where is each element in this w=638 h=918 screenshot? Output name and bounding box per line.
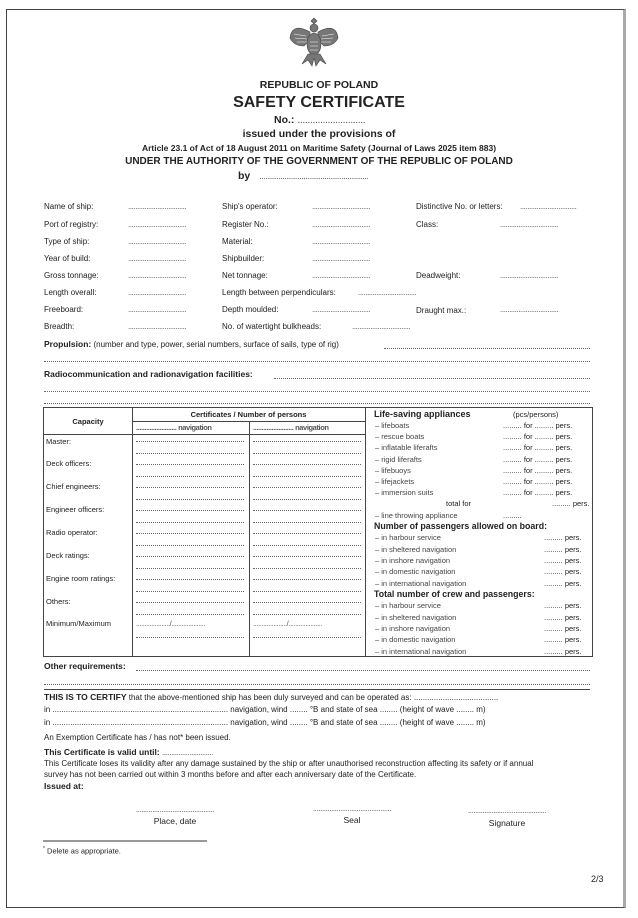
certify-bold: THIS IS TO CERTIFY [44,692,127,702]
minmax-col-2-field[interactable]: ..................../.................... [253,619,323,628]
net-tonnage-field[interactable]: ................................ [312,271,371,280]
footnote-divider [43,840,207,842]
field-label: Type of ship: [44,237,90,246]
freeboard-field[interactable]: ................................ [128,305,187,314]
place-date-block [116,805,234,826]
radio-field-line3[interactable] [44,403,590,404]
total-harbour-field[interactable]: ......... pers. [544,601,582,610]
propulsion-hint: (number and type, power, serial numbers, surface of sails, type of rig) [93,340,339,349]
minmax-col-1-field[interactable]: ..................../.................... [136,619,206,628]
pax-domestic-field[interactable]: ......... pers. [544,567,582,576]
field-label: Material: [222,237,253,246]
pax-international-label: – in international navigation [375,579,467,588]
section-divider [44,689,590,690]
field-label: Freeboard: [44,305,84,314]
bulkheads-field[interactable]: ................................ [352,322,411,331]
row-radio-operator: Radio operator: [46,528,98,537]
valid-until-field[interactable]: ............................ [161,748,213,757]
authority-text: UNDER THE AUTHORITY OF THE GOVERNMENT OF THE REPUBLIC OF POLAND [125,156,513,167]
certificate-number [274,114,365,126]
total-for-label: total for [446,499,472,508]
rigid-liferafts-field[interactable]: ......... for ......... pers. [503,455,573,464]
other-requirements-line1[interactable] [136,670,590,671]
field-label: Class: [416,220,439,229]
register-no-field[interactable]: ................................ [312,220,371,229]
pax-domestic-label: – in domestic navigation [375,567,456,576]
certificates-header: Certificates / Number of persons [190,410,307,419]
issuer-field[interactable]: .................................................... [259,171,369,181]
signature-block [452,806,562,828]
row-minimum-maximum: Minimum/Maximum [46,619,112,628]
rigid-liferafts-label: – rigid liferafts [375,455,422,464]
number-label: No.: [274,114,295,126]
issued-under-text: issued under the provisions of [242,128,396,140]
class-field[interactable]: ................................ [500,220,559,229]
polish-eagle-emblem-icon [286,12,342,68]
inflatable-liferafts-field[interactable]: ......... for ......... pers. [503,443,573,452]
lifesaving-header: Life-saving appliances [374,409,471,419]
footnote-text: Delete as appropriate. [47,846,121,856]
place-date-field[interactable]: ........................................... [135,805,215,814]
ships-operator-field[interactable]: ................................ [312,202,371,211]
pax-inshore-label: – in inshore navigation [375,556,451,565]
total-inshore-field[interactable]: ......... pers. [544,624,582,633]
field-label: Draught max.: [416,306,467,315]
validity-note-2: survey has not been carried out within 3 months before and after each anniversary date of the Certificate. [44,770,417,779]
row-master: Master: [46,437,72,446]
pax-sheltered-field[interactable]: ......... pers. [544,545,582,554]
field-label: Deadweight: [416,271,461,280]
inflatable-liferafts-label: – inflatable liferafts [375,443,438,452]
length-overall-field[interactable]: ................................ [128,288,187,297]
field-label: Length overall: [44,288,97,297]
field-label: Breadth: [44,322,75,331]
breadth-field[interactable]: ................................ [128,322,187,331]
depth-moulded-field[interactable]: ................................ [312,305,371,314]
lifesaving-unit: (pcs/persons) [513,410,559,419]
radio-label: Radiocommunication and radionavigation facilities: [44,369,253,379]
certify-statement [44,692,498,702]
seal-field[interactable]: ........................................... [312,804,392,813]
draught-max-field[interactable]: ................................ [500,305,559,314]
row-engine-room-ratings: Engine room ratings: [46,574,116,583]
pax-inshore-field[interactable]: ......... pers. [544,556,582,565]
navigation-line-2[interactable]: in ............................................................................... navigation, wind ........ °B and state of sea ........ (height of wave ........ m) [44,718,486,727]
field-label: Gross tonnage: [44,271,99,280]
pax-international-field[interactable]: ......... pers. [544,579,582,588]
field-label: Name of ship: [44,202,94,211]
field-label: Shipbuilder: [222,254,265,263]
total-inshore-label: – in inshore navigation [375,624,451,633]
field-label: No. of watertight bulkheads: [222,322,322,331]
pax-harbour-field[interactable]: ......... pers. [544,533,582,542]
total-crew-pax-header: Total number of crew and passengers: [374,589,535,599]
issued-by [238,170,368,182]
legal-basis-text: Article 23.1 of Act of 18 August 2011 on Maritime Safety (Journal of Laws 2025 item 883) [141,143,497,153]
field-label: Port of registry: [44,220,99,229]
pax-sheltered-label: – in sheltered navigation [375,545,457,554]
lifejackets-field[interactable]: ......... for ......... pers. [503,477,573,486]
field-label: Distinctive No. or letters: [416,202,503,211]
footnote-marker: * [43,846,45,852]
total-domestic-field[interactable]: ......... pers. [544,635,582,644]
name-of-ship-field[interactable]: ................................ [128,202,187,211]
nav-col-1-header: ........................ navigation [136,423,212,432]
radio-field-line1[interactable] [274,378,590,379]
field-label: Ship's operator: [222,202,278,211]
rescue-boats-label: – rescue boats [375,432,425,441]
lifebuoys-field[interactable]: ......... for ......... pers. [503,466,573,475]
document-title: SAFETY CERTIFICATE [233,94,405,111]
line-throwing-label: – line throwing appliance [375,511,458,520]
other-requirements-label: Other requirements: [44,661,126,671]
field-label: Register No.: [222,220,269,229]
total-sheltered-field[interactable]: ......... pers. [544,613,582,622]
lifebuoys-label: – lifebuoys [375,466,411,475]
immersion-suits-field[interactable]: ......... for ......... pers. [503,488,573,497]
type-of-ship-field[interactable]: ................................ [128,237,187,246]
year-of-build-field[interactable]: ................................ [128,254,187,263]
propulsion-field-line2[interactable] [44,361,590,362]
pax-harbour-label: – in harbour service [375,533,441,542]
row-deck-officers: Deck officers: [46,459,92,468]
seal-label: Seal [343,815,361,825]
deadweight-field[interactable]: ................................ [500,271,559,280]
port-of-registry-field[interactable]: ................................ [128,220,187,229]
line-throwing-field[interactable]: ......... [503,511,522,520]
total-domestic-label: – in domestic navigation [375,635,456,644]
field-label: Length between perpendiculars: [222,288,336,297]
number-field[interactable]: ........................... [297,114,366,126]
lifejackets-label: – lifejackets [375,477,415,486]
field-label: Depth moulded: [222,305,279,314]
certify-text[interactable]: that the above-mentioned ship has been duly surveyed and can be operated as: ...................................... [128,693,499,702]
row-deck-ratings: Deck ratings: [46,551,90,560]
country-heading: REPUBLIC OF POLAND [259,79,379,91]
passengers-header: Number of passengers allowed on board: [374,521,548,531]
by-label: by [238,170,251,182]
length-bp-field[interactable]: ................................ [358,288,417,297]
shipbuilder-field[interactable]: ................................ [312,254,371,263]
navigation-line-1[interactable]: in ............................................................................... navigation, wind ........ °B and state of sea ........ (height of wave ........ m) [44,705,486,714]
footnote [43,846,121,856]
total-sheltered-label: – in sheltered navigation [375,613,457,622]
page-number: 2/3 [591,874,604,884]
row-engineer-officers: Engineer officers: [46,505,105,514]
distinctive-no-field[interactable]: ............................... [520,202,577,211]
propulsion-label: Propulsion: [44,339,92,349]
row-others: Others: [46,597,71,606]
total-international-field[interactable]: ......... pers. [544,647,582,656]
issued-at-label: Issued at: [44,781,84,791]
nav-col-2-header: ........................ navigation [253,423,329,432]
lifeboats-label: – lifeboats [375,421,410,430]
valid-until-label: This Certificate is valid until: [44,747,160,757]
propulsion-row [44,339,339,349]
capacity-header: Capacity [72,417,104,426]
place-date-label: Place, date [153,816,197,826]
row-chief-engineers: Chief engineers: [46,482,101,491]
radio-field-line2[interactable] [44,391,590,392]
crew-lifesaving-table [43,407,593,657]
gross-tonnage-field[interactable]: ................................ [128,271,187,280]
total-harbour-label: – in harbour service [375,601,441,610]
other-requirements-line2[interactable] [44,684,590,685]
valid-until-row [44,747,213,757]
signature-label: Signature [488,818,526,828]
rescue-boats-field[interactable]: ......... for ......... pers. [503,432,573,441]
exemption-statement: An Exemption Certificate has / has not* been issued. [44,733,231,742]
propulsion-field-line1[interactable] [384,348,590,349]
field-label: Year of build: [44,254,91,263]
field-label: Net tonnage: [222,271,268,280]
signature-field[interactable]: ........................................... [467,806,547,815]
seal-block [296,804,408,825]
lifeboats-field[interactable]: ......... for ......... pers. [503,421,573,430]
material-field[interactable]: ................................ [312,237,371,246]
total-international-label: – in international navigation [375,647,467,656]
immersion-suits-label: – immersion suits [375,488,434,497]
total-for-field[interactable]: ......... pers. [552,499,590,508]
validity-note-1: This Certificate loses its validity after any damage sustained by the ship or after unauthorised reconstruction affecting its safety or if annual [44,759,534,768]
